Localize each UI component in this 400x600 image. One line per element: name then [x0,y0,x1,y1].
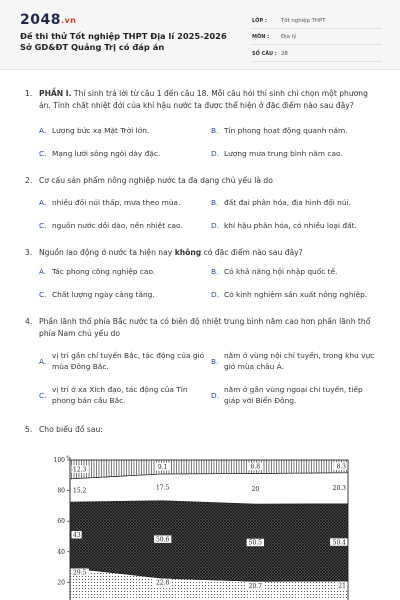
option-4b[interactable] [211,350,379,372]
meta-value: Tốt nghiệp THPT [281,17,326,24]
value-label-bottom: 21 [338,582,346,590]
value-label-top: 8.3 [336,463,346,471]
value-label-bottom: 29.5 [73,569,87,577]
y-tick-label: 80 [57,487,65,495]
question-text: Cơ cấu sản phẩm nông nghiệp nước ta đa dạng chủ yếu là do [39,176,273,185]
option-text: vị trí gần chí tuyến Bắc, tác động của gió mùa Đông Bắc. [52,351,205,371]
y-tick-label: 100 [53,457,65,464]
option-text: nguồn nước dồi dào, nền nhiệt cao. [52,221,183,230]
question-number: 1. [25,89,33,98]
meta-value: 28 [281,50,288,57]
option-4c[interactable] [39,384,207,406]
option-letter: B. [211,267,219,276]
meta-key: SỐ CÂU : [252,50,277,57]
logo-accent: .vn [60,16,77,25]
option-text: Chất lượng ngày càng tăng. [52,290,155,299]
option-3b[interactable] [211,266,381,277]
question-body: Thí sinh trả lời từ câu 1 đến câu 18. Mỗi câu hỏi thí sinh chỉ chọn một phương án. Tính chất nhiệt đới của khí hậu nước ta được thể hiện ở đặc điểm nào sau đây? [39,89,368,110]
option-1b[interactable] [211,125,381,136]
option-3d[interactable] [211,289,381,300]
y-tick-label: 40 [57,548,65,556]
question-body: Nguồn lao động ở nước ta hiện nay [39,248,175,257]
option-text: Mạng lưới sông ngòi dày đặc. [52,149,161,158]
value-label-third: 20.3 [332,485,346,493]
option-text: khí hậu phân hóa, có nhiều loại đất. [224,221,357,230]
meta-key: LỚP : [252,17,267,24]
question-5 [25,424,375,436]
value-label-top: 9.1 [157,463,168,471]
option-letter: D. [211,221,220,230]
meta-row-subject [252,31,382,46]
question-emphasis: không [174,248,202,257]
option-letter: D. [211,391,220,400]
page-header [0,0,400,70]
option-text: Lượng bức xạ Mặt Trời lớn. [52,126,150,135]
option-4d[interactable] [211,384,379,406]
y-tick-label: 60 [57,518,65,526]
question-number: 3. [25,248,33,257]
option-2b[interactable] [211,197,381,208]
option-text: nằm ở vùng nội chí tuyến, trong khu vực gió mùa châu Á. [224,351,375,371]
area-chart [48,452,358,600]
option-2c[interactable] [39,220,209,231]
meta-row-count [252,47,382,62]
value-label-top: 8.8 [250,463,261,471]
option-letter: C. [39,149,47,158]
meta-value: Địa lý [281,34,297,41]
option-letter: A. [39,267,47,276]
option-text: nằm ở gần vùng ngoại chí tuyến, tiếp giáp với Biển Đông. [224,385,363,405]
value-label-bottom: 20.7 [248,582,263,590]
value-label-second: 50.6 [155,536,170,544]
area-chart-svg [48,452,358,600]
meta-row-class [252,14,382,29]
question-text: Phần lãnh thổ phía Bắc nước ta có biên độ nhiệt trung bình năm cao hơn phần lãnh thổ phía Nam chủ yếu do [39,317,371,338]
option-1a[interactable] [39,125,209,136]
option-text: Tín phong hoạt động quanh năm. [224,126,348,135]
question-text [39,247,375,259]
option-text: vị trí ở xa Xích đạo, tác động của Tín phong bán cầu Bắc. [52,385,188,405]
question-number: 4. [25,317,33,326]
meta-key: MÔN : [252,34,270,41]
option-letter: D. [211,149,220,158]
value-label-third: 15.2 [73,487,87,495]
question-2 [25,175,375,187]
y-tick-label: 20 [57,579,65,587]
option-letter: B. [211,357,219,366]
option-2d[interactable] [211,220,381,231]
option-1c[interactable] [39,148,209,159]
value-label-bottom: 22.8 [155,579,170,587]
area-layer-2 [70,501,348,582]
option-letter: C. [39,391,47,400]
option-letter: B. [211,198,219,207]
option-3a[interactable] [39,266,209,277]
option-2a[interactable] [39,197,209,208]
logo-text: 2048 [20,12,61,28]
question-number: 5. [25,425,33,434]
question-4 [25,316,375,339]
option-letter: A. [39,198,47,207]
value-label-top: 12.3 [73,466,87,474]
area-layer-3 [70,473,348,504]
value-label-second: 50.5 [248,539,263,547]
question-1 [25,88,375,111]
question-body: có đặc điểm nào sau đây? [201,248,303,257]
option-4a[interactable] [39,350,207,372]
value-label-third: 17.5 [155,484,170,492]
option-letter: C. [39,290,47,299]
site-logo[interactable] [20,12,76,28]
option-letter: B. [211,126,219,135]
option-text: Có khả năng hội nhập quốc tế. [224,267,338,276]
question-3 [25,247,375,259]
exam-meta-panel [252,14,382,64]
option-letter: D. [211,290,220,299]
option-letter: A. [39,126,47,135]
section-label: PHẦN I. [39,89,72,98]
value-label-second: 43 [73,531,81,539]
option-text: nhiều đồi núi thấp, mưa theo mùa. [52,198,181,207]
question-text [39,88,375,111]
value-label-second: 50.4 [332,539,346,547]
option-1d[interactable] [211,148,381,159]
option-3c[interactable] [39,289,209,300]
question-text: Cho biểu đồ sau: [39,425,103,434]
document-title: Đề thi thử Tốt nghiệp THPT Địa lí 2025-2026 Sở GD&ĐT Quảng Trị có đáp án [20,31,227,52]
option-text: đất đai phân hóa, địa hình đồi núi. [224,198,351,207]
option-letter: C. [39,221,47,230]
value-label-third: 20 [251,485,260,493]
question-number: 2. [25,176,33,185]
option-text: Tác phong công nghiệp cao. [52,267,156,276]
option-letter: A. [39,357,47,366]
option-text: Lượng mưa trung bình năm cao. [224,149,343,158]
option-text: Có kinh nghiệm sản xuất nông nghiệp. [224,290,368,299]
y-unit-label: % [66,455,71,461]
